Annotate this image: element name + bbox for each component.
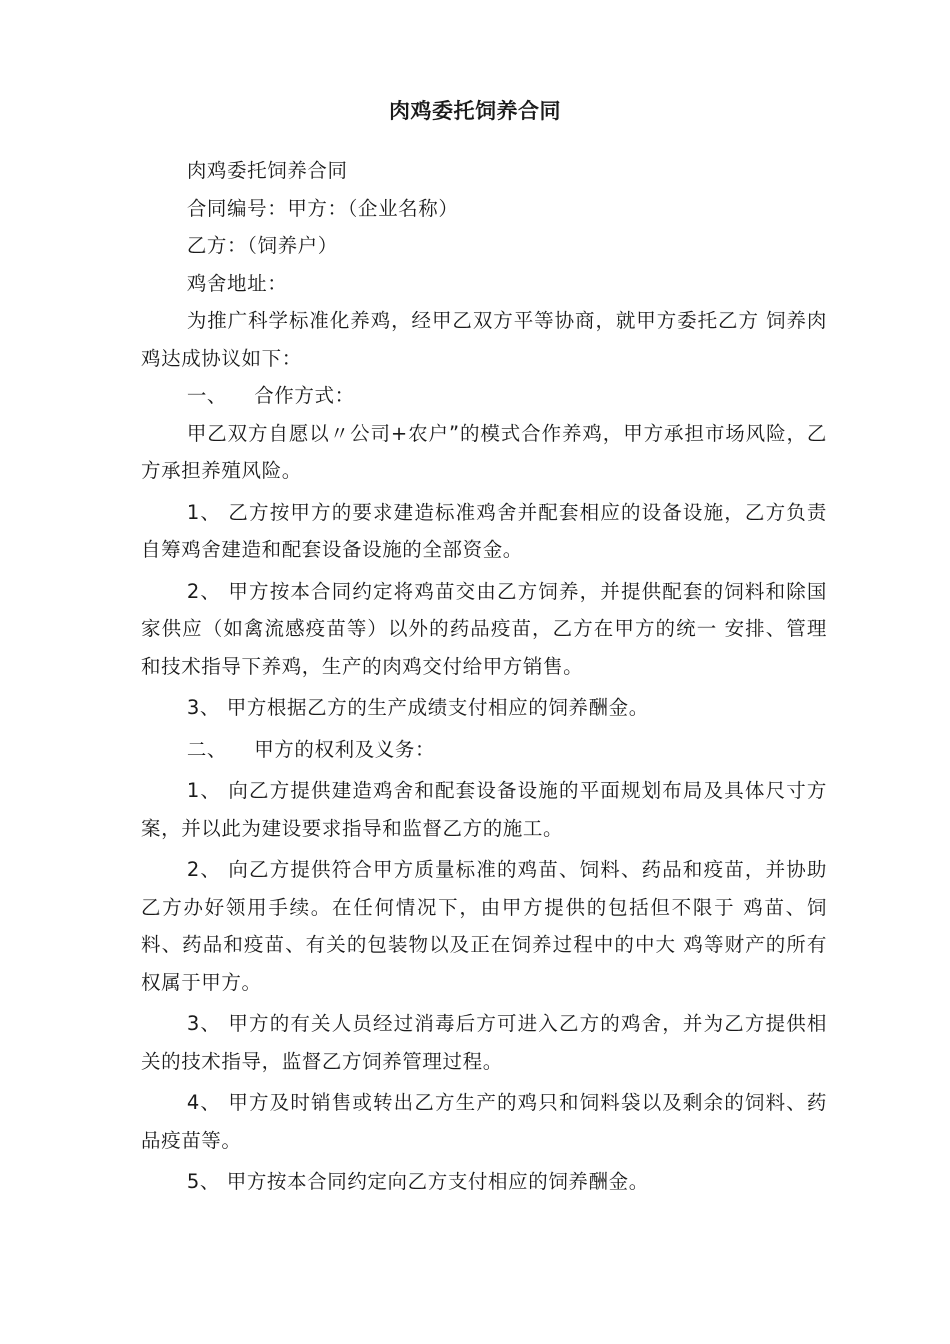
clause-1-3: 3、 甲方根据乙方的生产成绩支付相应的饲养酬金。 (186, 696, 649, 719)
clause-2-3: 3、 甲方的有关人员经过消毒后方可进入乙方的鸡舍，并为乙方提供相关的技术指导，监督乙方饲养管理过程。 (141, 1012, 827, 1073)
cooperation-model-paragraph: 甲乙双方自愿以〃公司+农户”的模式合作养鸡，甲方承担市场风险，乙方承担养殖风险。 (141, 421, 827, 482)
party-b: 乙方：（饲养户） (186, 234, 338, 257)
chicken-house-address: 鸡舍地址： (186, 271, 288, 295)
document-title: 肉鸡委托饲养合同 (389, 99, 561, 123)
clause-2-1: 1、 向乙方提供建造鸡舍和配套设备设施的平面规划布局及具体尺寸方案，并以此为建设要求指导和监督乙方的施工。 (141, 779, 827, 840)
preamble-paragraph: 为推广科学标准化养鸡，经甲乙双方平等协商，就甲方委托乙方 饲养肉鸡达成协议如下： (141, 309, 827, 370)
section-heading-cooperation: 一、 合作方式： (186, 384, 355, 407)
section-heading-party-a-rights: 二、 甲方的权利及义务： (186, 737, 436, 761)
clause-1-2: 2、 甲方按本合同约定将鸡苗交由乙方饲养，并提供配套的饲料和除国家供应（如禽流感疫苗等）以外的药品疫苗，乙方在甲方的统一 安排、管理和技术指导下养鸡，生产的肉鸡交付给甲方销售。 (141, 579, 827, 678)
document-body (141, 152, 827, 1201)
clause-2-4: 4、 甲方及时销售或转出乙方生产的鸡只和饲料袋以及剩余的饲料、药品疫苗等。 (141, 1091, 827, 1152)
clause-1-1: 1、 乙方按甲方的要求建造标准鸡舍并配套相应的设备设施，乙方负责自筹鸡舍建造和配套设备设施的全部资金。 (141, 500, 827, 561)
clause-2-5: 5、 甲方按本合同约定向乙方支付相应的饲养酬金。 (186, 1170, 649, 1193)
subtitle-paragraph: 肉鸡委托饲养合同 (186, 159, 348, 182)
clause-2-2: 2、 向乙方提供符合甲方质量标准的鸡苗、饲料、药品和疫苗，并协助乙方办好领用手续。在任何情况下，由甲方提供的包括但不限于 鸡苗、饲料、药品和疫苗、有关的包装物以及正在饲养过程中的中大 鸡等财产的所有权属于甲方。 (141, 858, 827, 994)
contract-number-party-a: 合同编号：甲方：（企业名称） (186, 196, 459, 220)
